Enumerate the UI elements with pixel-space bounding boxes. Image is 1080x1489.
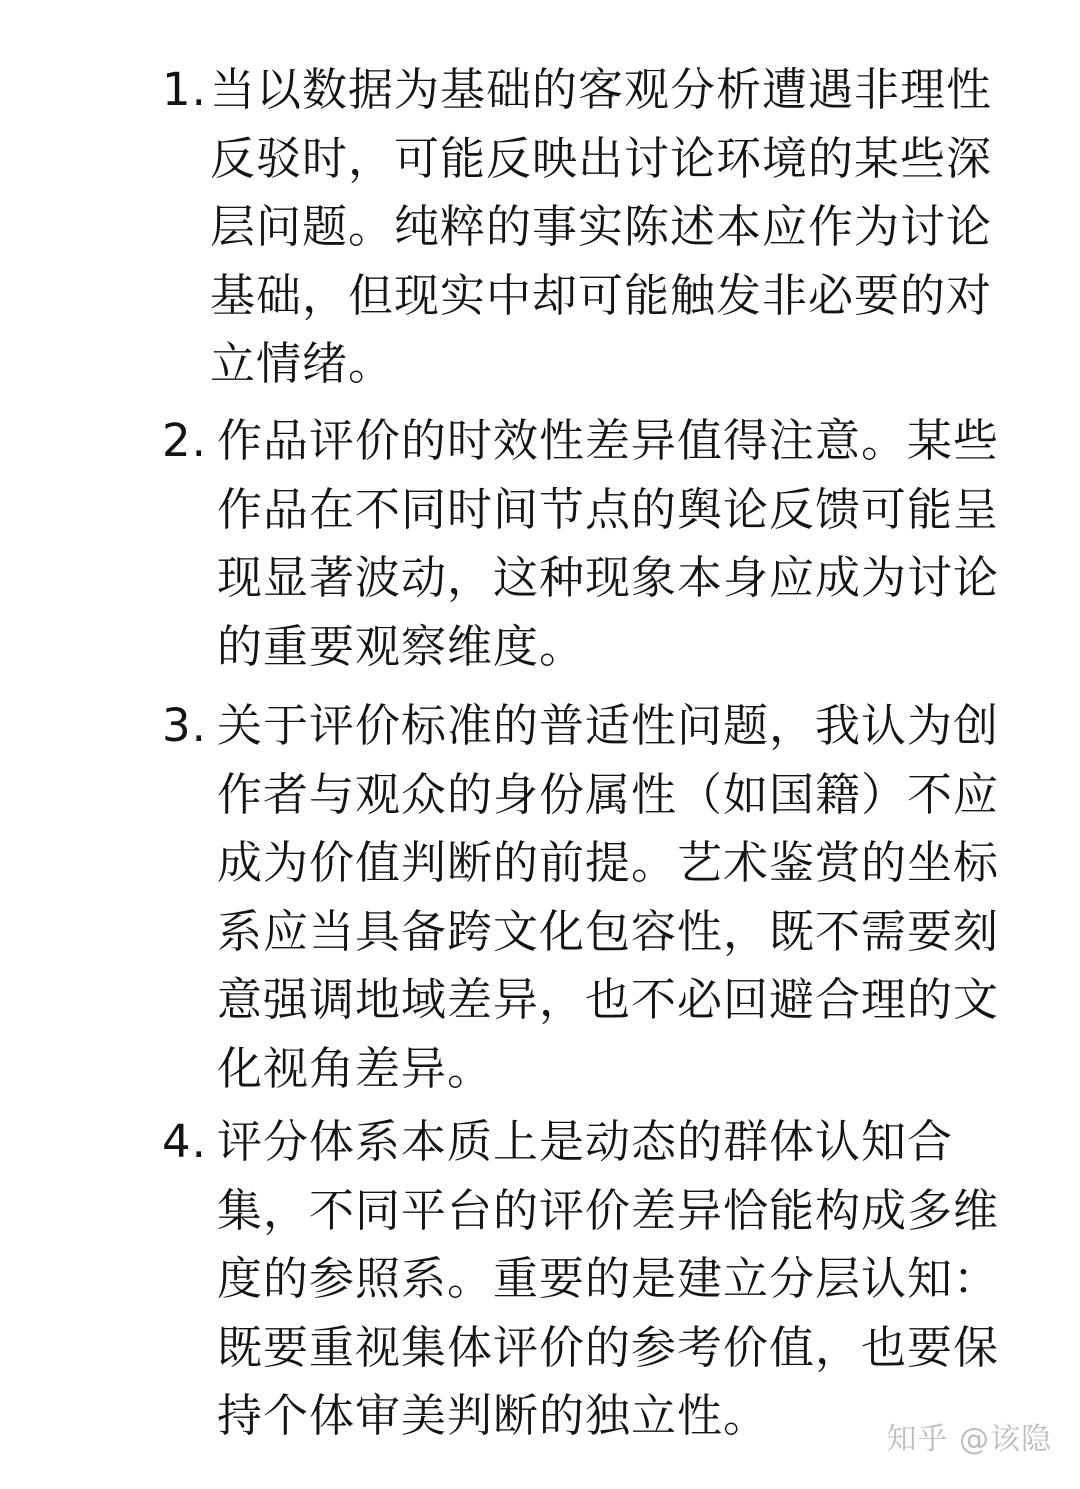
list-item-number: 1. <box>162 63 207 116</box>
list-item-number: 2. <box>162 414 207 467</box>
list-item-text: 当以数据为基础的客观分析遭遇非理性 反驳时，可能反映出讨论环境的某些深 层问题。纯粹的事实陈述本应作为讨论 基础，但现实中却可能触发非必要的对 立情绪。 <box>210 63 993 390</box>
list-item-number: 4. <box>162 1115 207 1168</box>
list-item <box>162 56 1002 399</box>
list-item-number: 3. <box>162 699 207 752</box>
list-item <box>162 407 1012 681</box>
list-item <box>162 1108 1012 1451</box>
zhihu-watermark: 知乎 @该隐 <box>886 1422 1052 1457</box>
list-item-text: 关于评价标准的普适性问题，我认为创 作者与观众的身份属性（如国籍）不应 成为价值判断的前提。艺术鉴赏的坐标 系应当具备跨文化包容性，既不需要刻 意强调地域差异，也不必回避合理的文 化视角差异。 <box>217 699 1000 1095</box>
list-item <box>162 692 1012 1103</box>
list-item-text: 评分体系本质上是动态的群体认知合 集，不同平台的评价差异恰能构成多维 度的参照系。重要的是建立分层认知： 既要重视集体评价的参考价值，也要保 持个体审美判断的独立性。 <box>217 1115 1000 1442</box>
list-item-text: 作品评价的时效性差异值得注意。某些 作品在不同时间节点的舆论反馈可能呈 现显著波动，这种现象本身应成为讨论 的重要观察维度。 <box>217 414 1000 673</box>
